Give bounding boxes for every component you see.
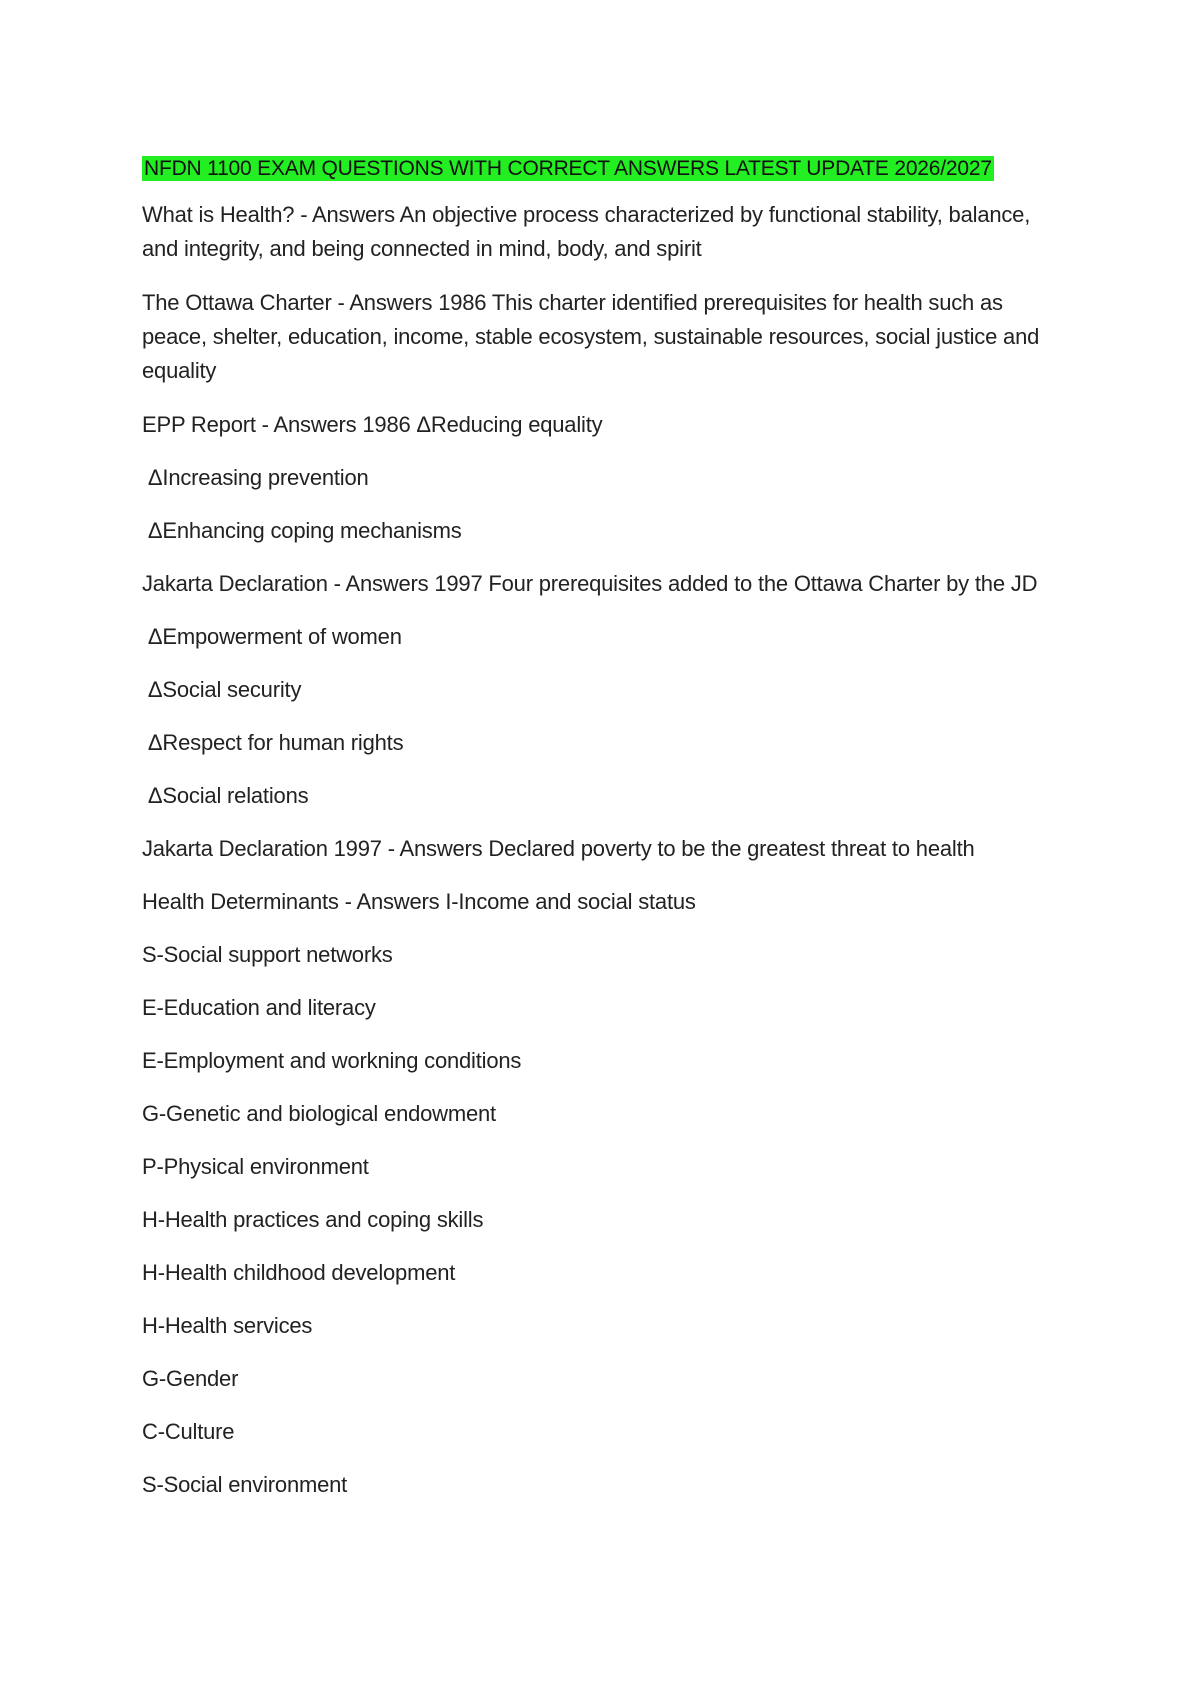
- paragraph-jakarta-declaration: Jakarta Declaration - Answers 1997 Four prerequisites added to the Ottawa Charter by the JD: [142, 571, 1038, 596]
- paragraph-ottawa-charter: The Ottawa Charter - Answers 1986 This charter identified prerequisites for health such as peace, shelter, education, income, stable ecosystem, sustainable resources, social justice and equality: [142, 290, 1046, 383]
- list-item: H-Health services: [142, 1313, 313, 1338]
- list-item: G-Genetic and biological endowment: [142, 1101, 496, 1126]
- list-item: S-Social support networks: [142, 942, 393, 967]
- list-item: ΔSocial relations: [142, 783, 309, 808]
- paragraph-health-determinants: Health Determinants - Answers I-Income and social status: [142, 889, 696, 914]
- list-item: P-Physical environment: [142, 1154, 369, 1179]
- list-item: ΔEmpowerment of women: [142, 624, 402, 649]
- list-item: ΔSocial security: [142, 677, 302, 702]
- list-item: E-Employment and workning conditions: [142, 1048, 522, 1073]
- document-title-line: [142, 154, 1062, 184]
- paragraph-epp-report: EPP Report - Answers 1986 ΔReducing equality: [142, 412, 603, 437]
- list-item: ΔRespect for human rights: [142, 730, 404, 755]
- list-item: H-Health childhood development: [142, 1260, 456, 1285]
- list-item: ΔEnhancing coping mechanisms: [142, 518, 462, 543]
- list-item: G-Gender: [142, 1366, 239, 1391]
- list-item: H-Health practices and coping skills: [142, 1207, 484, 1232]
- document-body: [142, 154, 1062, 1521]
- list-item: C-Culture: [142, 1419, 235, 1444]
- list-item: ΔIncreasing prevention: [142, 465, 369, 490]
- paragraph-what-is-health: What is Health? - Answers An objective process characterized by functional stability, balance, and integrity, and being connected in mind, body, and spirit: [142, 202, 1037, 261]
- list-item: S-Social environment: [142, 1472, 348, 1497]
- paragraph-jakarta-declaration-1997: Jakarta Declaration 1997 - Answers Declared poverty to be the greatest threat to health: [142, 836, 975, 861]
- document-title: NFDN 1100 EXAM QUESTIONS WITH CORRECT ANSWERS LATEST UPDATE 2026/2027: [144, 157, 992, 180]
- list-item: E-Education and literacy: [142, 995, 376, 1020]
